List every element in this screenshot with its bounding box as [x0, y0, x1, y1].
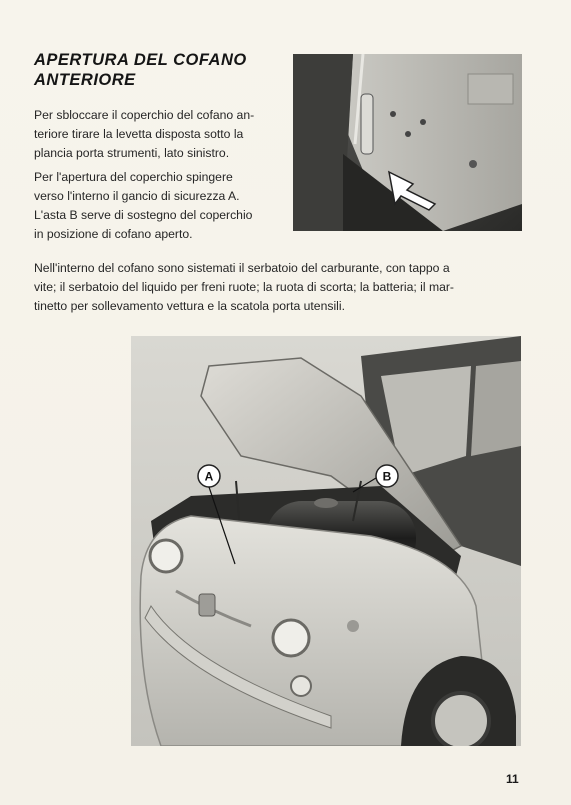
- title-line-2: ANTERIORE: [34, 71, 136, 89]
- car-front-photo: [131, 336, 521, 746]
- text-line: verso l'interno il gancio di sicurezza A.: [34, 189, 240, 203]
- text-line: vite; il serbatoio del liquido per freni ruote; la ruota di scorta; la batteria; il mar-: [34, 280, 454, 294]
- unlock-instructions: [34, 106, 266, 163]
- title-line-1: APERTURA DEL COFANO: [34, 51, 247, 69]
- hood-latch-photo: [293, 54, 522, 231]
- text-line: in posizione di cofano aperto.: [34, 227, 193, 241]
- callout-a-label: A: [204, 469, 214, 484]
- callout-b-label: B: [382, 469, 392, 484]
- compartment-description: [34, 259, 524, 316]
- text-line: Per sbloccare il coperchio del cofano an-: [34, 108, 255, 122]
- text-line: Nell'interno del cofano sono sistemati il serbatoio del carburante, con tappo a: [34, 261, 450, 275]
- page-number: 11: [506, 772, 519, 786]
- section-title: [34, 50, 279, 90]
- text-line: teriore tirare la levetta disposta sotto la: [34, 127, 244, 141]
- text-line: L'asta B serve di sostegno del coperchio: [34, 208, 253, 222]
- text-line: tinetto per sollevamento vettura e la scatola porta utensili.: [34, 299, 345, 313]
- opening-instructions: [34, 168, 266, 244]
- text-line: plancia porta strumenti, lato sinistro.: [34, 146, 230, 160]
- text-line: Per l'apertura del coperchio spingere: [34, 170, 233, 184]
